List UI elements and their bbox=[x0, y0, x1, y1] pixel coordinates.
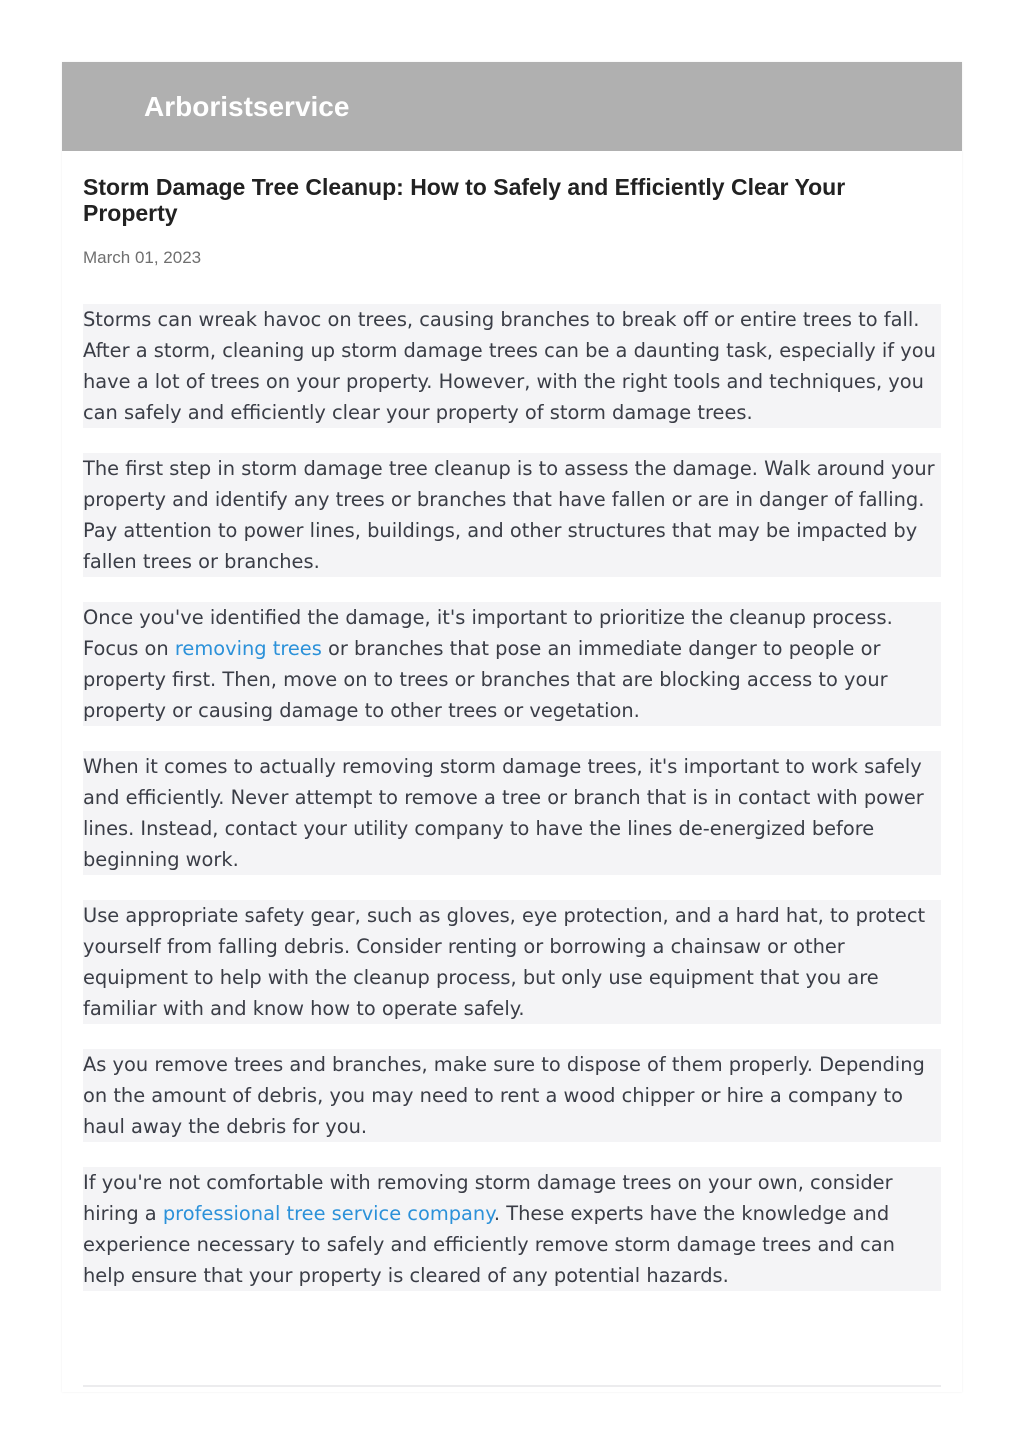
paragraph-text: or branches that pose an immediate danger to people or property first. Then, move on to trees or branches that are blocking access to your property or causing damage to other trees or vegetation. bbox=[83, 637, 888, 722]
paragraph-text: When it comes to actually removing storm damage trees, it's important to work safely and efficiently. Never attempt to remove a tree or branch that is in contact with power lines. Instead, contact your utility company to have the lines de-energized before beginning work. bbox=[83, 755, 924, 871]
paragraph bbox=[83, 304, 941, 428]
article-title: Storm Damage Tree Cleanup: How to Safely and Efficiently Clear Your Property bbox=[83, 174, 846, 226]
article-card bbox=[62, 62, 962, 1392]
paragraph-text: The first step in storm damage tree cleanup is to assess the damage. Walk around your property and identify any trees or branches that have fallen or are in danger of falling. Pay attention to power lines, buildings, and other structures that may be impacted by fallen trees or branches. bbox=[83, 457, 935, 573]
removing-trees-link[interactable]: removing trees bbox=[174, 637, 322, 660]
paragraph-text: Once you've identified the damage, it's important to prioritize the cleanup process. Focus on bbox=[83, 606, 893, 660]
paragraph-text: As you remove trees and branches, make sure to dispose of them properly. Depending on the amount of debris, you may need to rent a wood chipper or hire a company to haul away the debris for you. bbox=[83, 1053, 925, 1138]
bottom-divider bbox=[83, 1385, 941, 1387]
professional-tree-service-link[interactable]: professional tree service company bbox=[162, 1202, 494, 1225]
paragraph bbox=[83, 1167, 941, 1291]
site-header bbox=[62, 62, 962, 151]
paragraph bbox=[83, 602, 941, 726]
paragraph bbox=[83, 1049, 941, 1142]
article-content bbox=[62, 174, 962, 1291]
paragraph-text: If you're not comfortable with removing storm damage trees on your own, consider hiring a bbox=[83, 1171, 893, 1225]
paragraph bbox=[83, 751, 941, 875]
paragraph-text: Use appropriate safety gear, such as gloves, eye protection, and a hard hat, to protect yourself from falling debris. Consider renting or borrowing a chainsaw or other equipment to help with the cleanup process, but only use equipment that you are familiar with and know how to operate safely. bbox=[83, 904, 926, 1020]
paragraph-text: . These experts have the knowledge and experience necessary to safely and efficiently remove storm damage trees and can help ensure that your property is cleared of any potential hazards. bbox=[83, 1202, 895, 1287]
article-date: March 01, 2023 bbox=[83, 248, 202, 267]
paragraph-text: Storms can wreak havoc on trees, causing branches to break off or entire trees to fall. After a storm, cleaning up storm damage trees can be a daunting task, especially if you have a lot of trees on your property. However, with the right tools and techniques, you can safely and efficiently clear your property of storm damage trees. bbox=[83, 308, 936, 424]
site-name-link[interactable]: Arboristservice bbox=[144, 90, 350, 122]
paragraph bbox=[83, 900, 941, 1024]
paragraph bbox=[83, 453, 941, 577]
